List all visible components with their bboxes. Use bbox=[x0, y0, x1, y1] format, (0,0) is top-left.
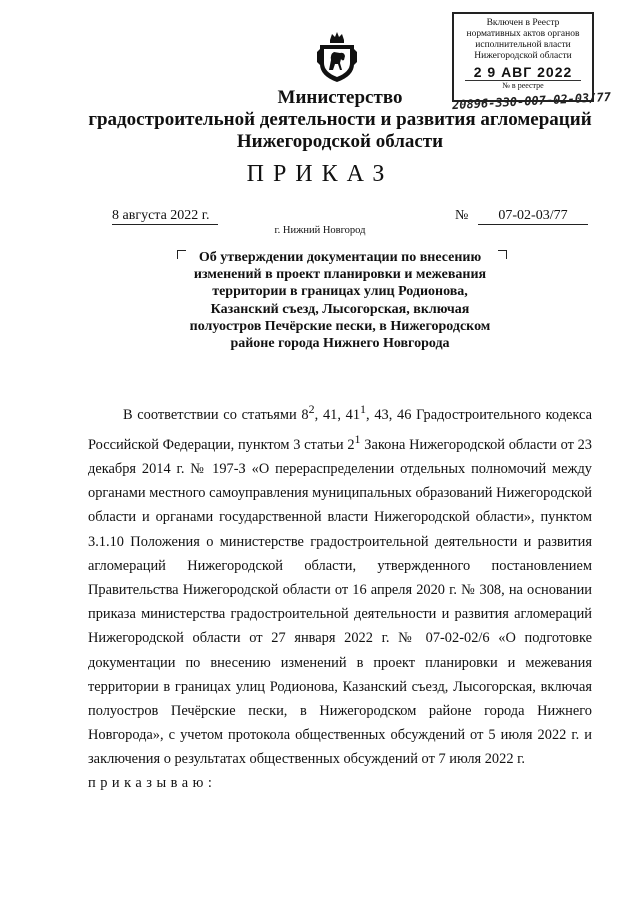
stamp-line: Нижегородской области bbox=[474, 51, 572, 61]
document-body bbox=[88, 397, 592, 772]
body-text-part: В соответствии со статьями 8 bbox=[123, 406, 309, 423]
ministry-title-line2: градостроительной деятельности и развития агломераций bbox=[88, 109, 592, 130]
ministry-title-line3: Нижегородской области bbox=[236, 131, 444, 152]
stamp-line: исполнительной власти bbox=[475, 40, 571, 50]
body-paragraph bbox=[88, 397, 592, 772]
document-subject: Об утверждении документации по внесению изменений в проект планировки и межевания территории в границах улиц Родионова, Казанский съезд, Лысогорская, включая полуостров Печёрские пески, в Нижегородском районе города Нижнего Новгорода bbox=[189, 250, 491, 352]
superscript: 1 bbox=[360, 402, 367, 416]
body-text-part: Закона Нижегородской области от 23 декабря 2014 г. № 197-З «О перераспределении отдельных полномочий между органами местного самоуправления муниципальных образований Нижегородской области и органами государственной власти Нижегородской области», пунктом 3.1.10 Положения о министерстве градостроительной деятельности и развития агломераций Нижегородской области, утвержденного постановлением Правительства Нижегородской области от 16 апреля 2020 г. № 308, на основании приказа министерства градостроительной деятельности и развития агломераций Нижегородской области от 27 января 2022 г. № 07-02-02/6 «О подготовке документации по внесению изменений в проект планировки и межевания территории в границах улиц Родионова, Казанский съезд, Лысогорская, включая полуостров Печёрские пески, в Нижегородском районе города Нижнего Новгорода», с учетом протокола общественных обсуждений от 5 июля 2022 г. и заключения о результатах общественных обсуждений от 7 июля 2022 г. bbox=[88, 436, 592, 768]
document-number: 07-02-03/77 bbox=[478, 208, 588, 225]
document-date: 8 августа 2022 г. bbox=[112, 208, 218, 225]
document-type: ПРИКАЗ bbox=[246, 161, 394, 187]
registry-number: 20896-330-007-02-03/77 bbox=[451, 89, 612, 113]
city: г. Нижний Новгород bbox=[274, 225, 366, 236]
stamp-reg-label: № в реестре bbox=[502, 81, 544, 90]
body-text-part: , 43, 46 Градостроительного кодекса Российской Федерации, пунктом 3 статьи 2 bbox=[88, 406, 592, 453]
stamp-line: Включен в Реестр bbox=[486, 18, 560, 28]
superscript: 2 bbox=[308, 402, 315, 416]
stamp-date: 2 9 АВГ 2022 bbox=[473, 64, 573, 80]
stamp-line: нормативных актов органов bbox=[466, 29, 580, 39]
ministry-title-line1: Министерство bbox=[277, 87, 403, 108]
superscript: 1 bbox=[354, 432, 361, 446]
coat-of-arms-icon bbox=[315, 30, 359, 84]
order-word: приказываю: bbox=[88, 775, 217, 791]
number-sign: № bbox=[455, 208, 469, 223]
body-text-part: , 41, 41 bbox=[314, 406, 361, 423]
